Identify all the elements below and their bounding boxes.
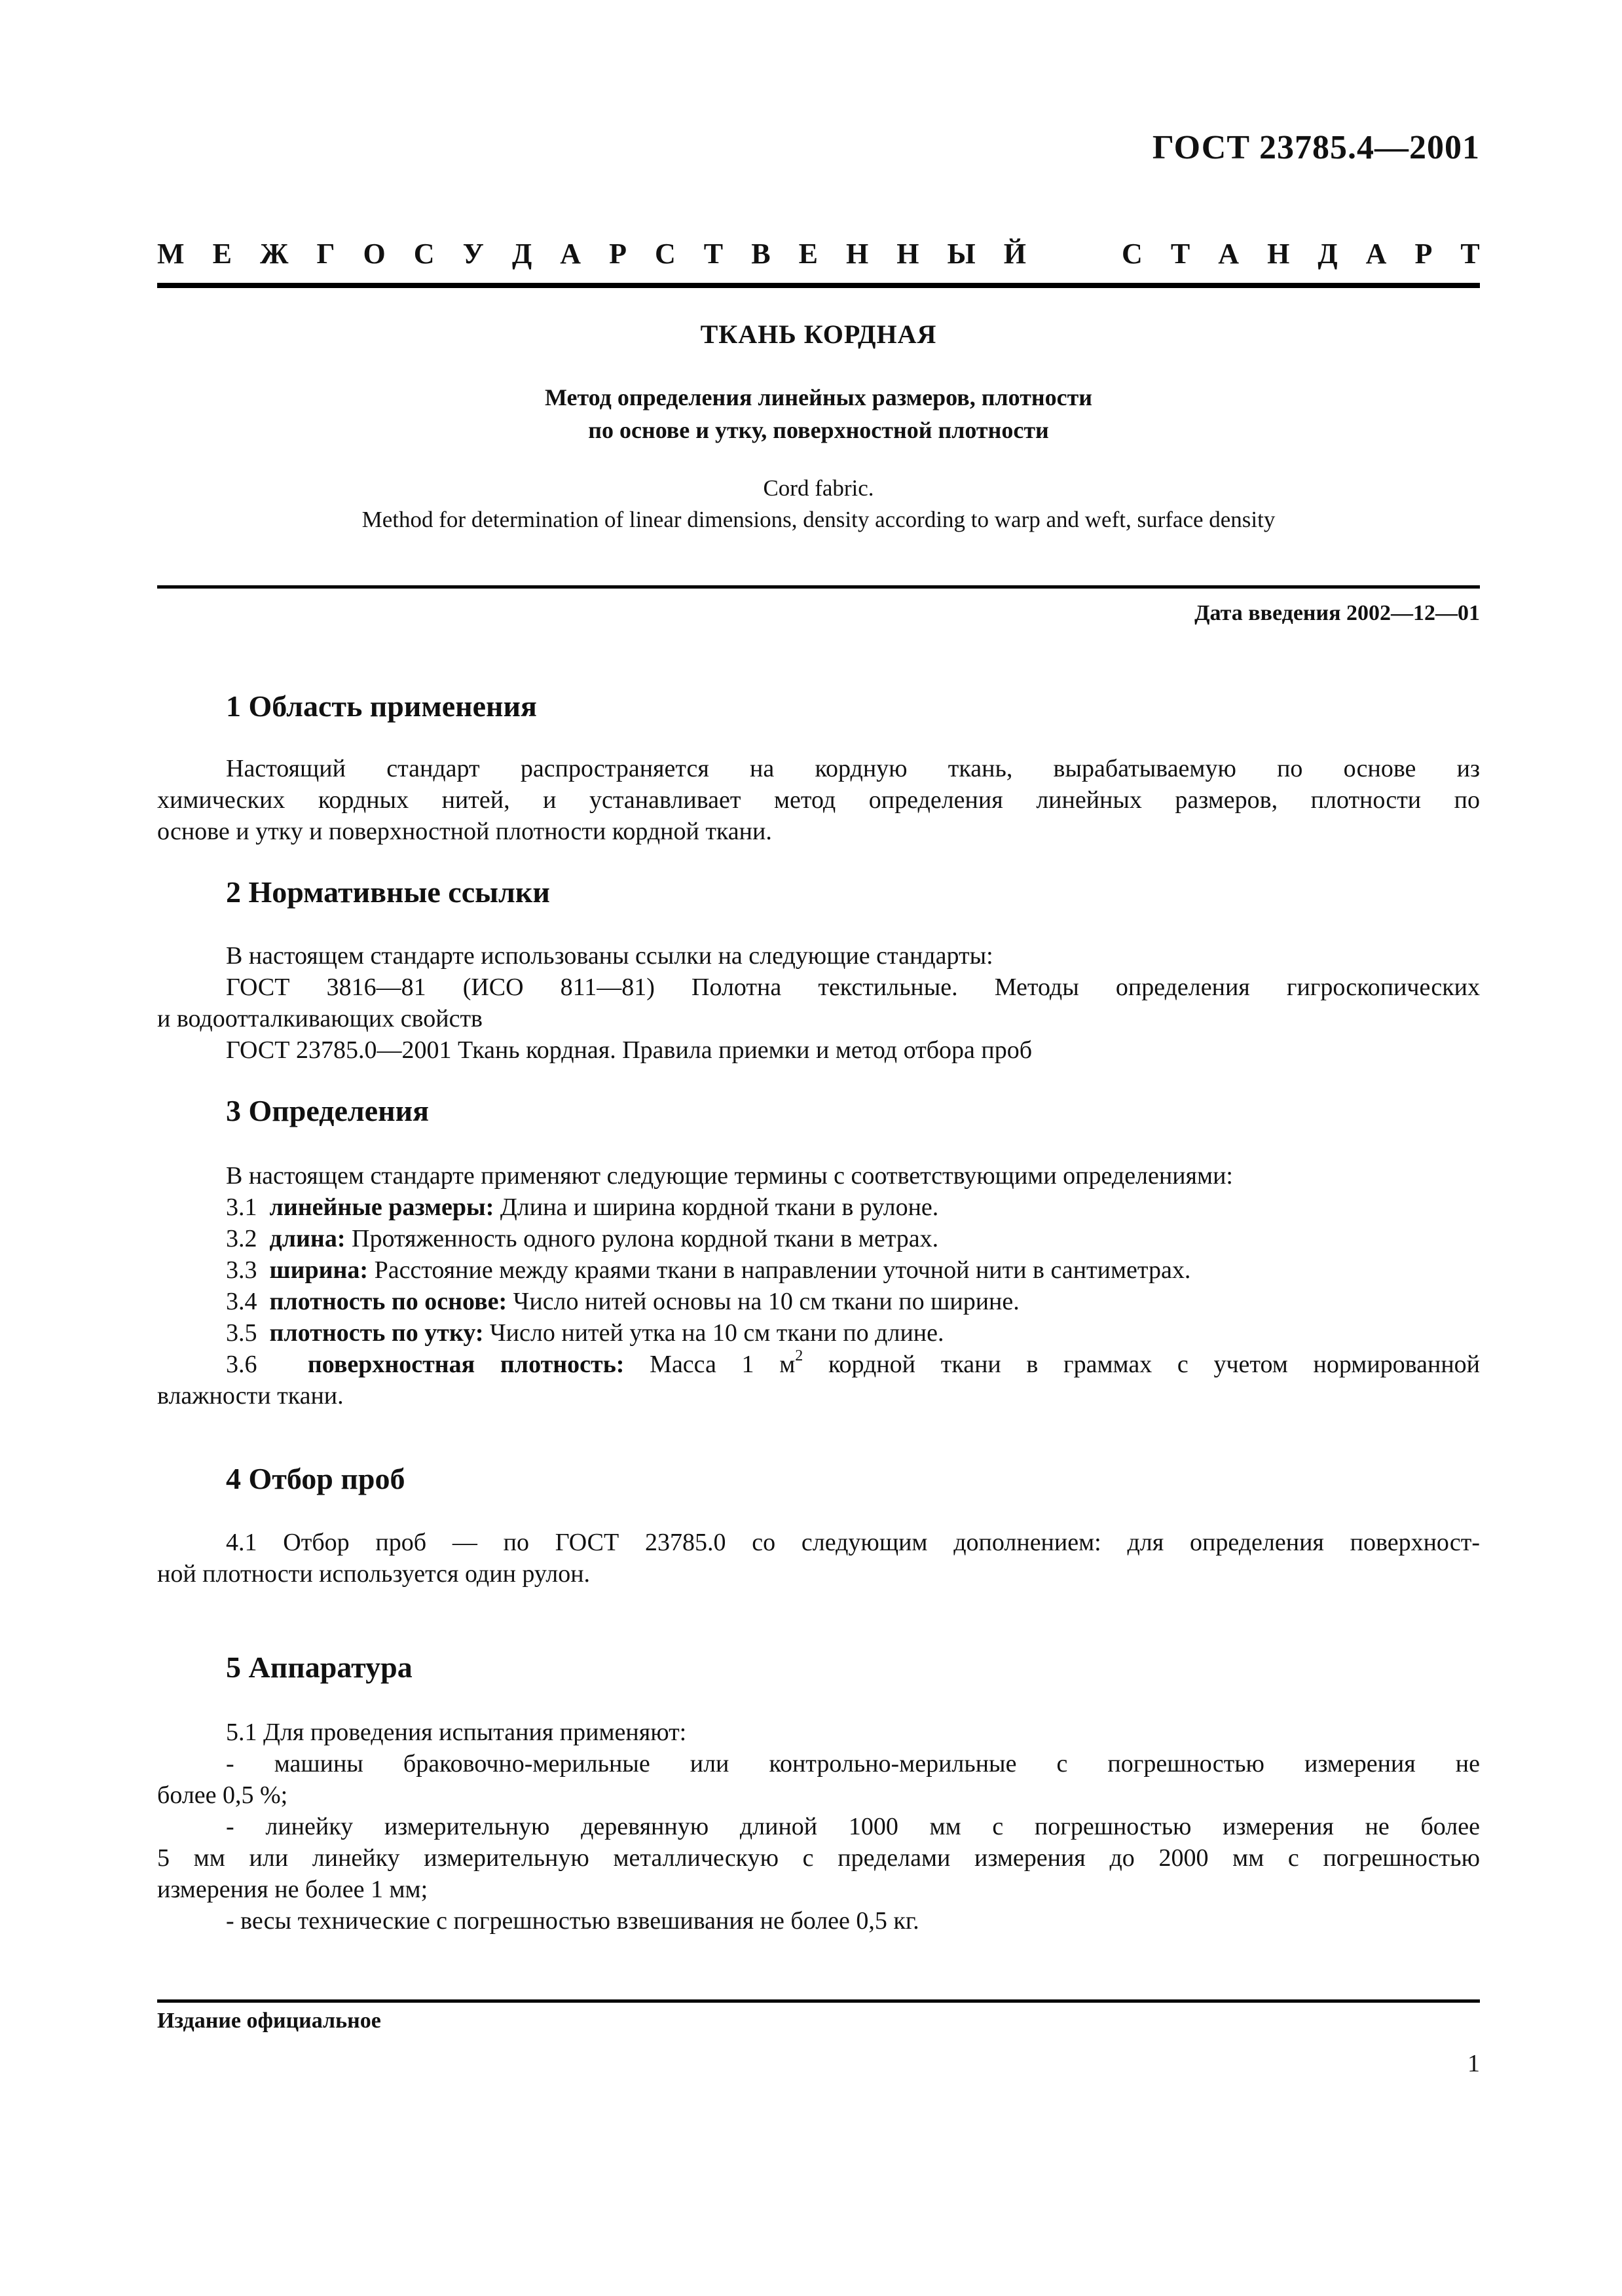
heading-letter: Е (212, 238, 232, 270)
definitions-list (157, 1192, 1480, 1349)
heading-letter: У (462, 238, 484, 270)
heading-letter: Т (1170, 238, 1190, 270)
heading-letter: Н (1267, 238, 1290, 270)
definition-term: длина: (269, 1225, 346, 1252)
text-line: ГОСТ 3816—81 (ИСО 811—81) Полотна текстильные. Методы определения гигроскопических (226, 974, 1480, 1001)
title-rule (157, 585, 1480, 589)
section-heading-scope: 1 Область применения (226, 689, 537, 723)
text-line: и водоотталкивающих свойств (157, 1005, 483, 1032)
text-line: - весы технические с погрешностью взвешивания не более 0,5 кг. (226, 1907, 919, 1935)
text-line: основе и утку и поверхностной плотности кордной ткани. (157, 818, 772, 845)
heading-letter: Й (1003, 238, 1026, 270)
definition-item (157, 1349, 1480, 1380)
text-line: измерения не более 1 мм; (157, 1876, 428, 1903)
text-line: 5.1 Для проведения испытания применяют: (226, 1719, 687, 1746)
heading-letter: О (363, 238, 386, 270)
heading-letter: Д (511, 238, 532, 270)
definition-item (157, 1223, 1480, 1254)
definition-term: линейные размеры: (269, 1194, 494, 1221)
definition-text: Расстояние между краями ткани в направлении уточной нити в сантиметрах. (374, 1256, 1191, 1284)
section-heading-apparatus: 5 Аппаратура (226, 1650, 413, 1684)
definition-item (157, 1286, 1480, 1317)
definition-text: Число нитей основы на 10 см ткани по ширине. (513, 1288, 1020, 1315)
definition-text: Длина и ширина кордной ткани в рулоне. (500, 1194, 939, 1221)
english-title-line: Method for determination of linear dimensions, density according to warp and weft, surface density (361, 507, 1276, 532)
definition-number: 3.5 (226, 1319, 257, 1347)
section-heading-definitions: 3 Определения (226, 1094, 429, 1127)
official-edition-label: Издание официальное (157, 2009, 381, 2033)
gost-number: ГОСТ 23785.4—2001 (1152, 129, 1480, 166)
section-apparatus-text (157, 1717, 1480, 1937)
definition-number: 3.3 (226, 1256, 257, 1284)
heading-letter: Ж (259, 238, 289, 270)
definition-term: плотность по основе: (269, 1288, 507, 1315)
definition-text: Число нитей утка на 10 см ткани по длине. (489, 1319, 944, 1347)
heading-letter: А (560, 238, 581, 270)
standard-type-heading (157, 237, 1480, 270)
english-title-line: Cord fabric. (763, 475, 874, 501)
section-sampling-text (157, 1527, 1480, 1590)
text-line: ной плотности используется один рулон. (157, 1560, 591, 1588)
heading-letter: В (751, 238, 771, 270)
document-subtitle (157, 381, 1480, 446)
definition-term: ширина: (269, 1256, 369, 1284)
section-heading-sampling: 4 Отбор проб (226, 1462, 405, 1495)
text-line: химических кордных нитей, и устанавливает метод определения линейных размеров, плотности по (157, 786, 1480, 814)
text-line: более 0,5 %; (157, 1781, 288, 1809)
heading-letter: А (1218, 238, 1240, 270)
definition-number: 3.6 (226, 1351, 257, 1378)
section-definitions-text (157, 1160, 1480, 1412)
word-gap (1054, 237, 1094, 270)
heading-letter: С (413, 238, 435, 270)
heading-letter: Н (845, 238, 869, 270)
heading-letter: Р (1414, 238, 1433, 270)
definition-item (157, 1192, 1480, 1223)
heading-letter: Г (316, 238, 335, 270)
text-line: Настоящий стандарт распространяется на кордную ткань, вырабатываемую по основе из (226, 755, 1480, 782)
definition-text: Протяженность одного рулона кордной ткани в метрах. (352, 1225, 939, 1252)
definition-text: Масса 1 м (650, 1351, 796, 1378)
section-scope-text (157, 753, 1480, 847)
definition-item (157, 1254, 1480, 1286)
section-heading-references: 2 Нормативные ссылки (226, 875, 550, 909)
header-rule (157, 283, 1480, 288)
text-line: В настоящем стандарте использованы ссылки на следующие стандарты: (226, 942, 993, 970)
heading-letter: С (654, 238, 676, 270)
definition-term: плотность по утку: (269, 1319, 484, 1347)
section-references-text (157, 940, 1480, 1066)
definition-item (157, 1317, 1480, 1349)
introduction-date: Дата введения 2002—12—01 (1194, 601, 1480, 625)
heading-letter: Р (609, 238, 627, 270)
definition-number: 3.4 (226, 1288, 257, 1315)
heading-letter: Н (896, 238, 919, 270)
subtitle-line: по основе и утку, поверхностной плотности (588, 417, 1049, 443)
english-title (157, 473, 1480, 536)
text-line: В настоящем стандарте применяют следующие термины с соответствующими определениями: (226, 1162, 1233, 1190)
text-line: - машины браковочно-мерильные или контрольно-мерильные с погрешностью измерения не (226, 1750, 1480, 1777)
heading-letter: А (1365, 238, 1387, 270)
heading-letter: Д (1318, 238, 1338, 270)
text-line: влажности ткани. (157, 1382, 344, 1410)
page-number: 1 (1467, 2050, 1480, 2077)
heading-letter: Е (798, 238, 818, 270)
heading-letter: М (157, 238, 185, 270)
subtitle-line: Метод определения линейных размеров, плотности (544, 384, 1093, 410)
heading-letter: Т (1460, 238, 1480, 270)
text-line: - линейку измерительную деревянную длиной 1000 мм с погрешностью измерения не более (226, 1813, 1480, 1840)
document-title: ТКАНЬ КОРДНАЯ (700, 319, 937, 349)
text-line: ГОСТ 23785.0—2001 Ткань кордная. Правила приемки и метод отбора проб (226, 1036, 1033, 1064)
text-line: 4.1 Отбор проб — по ГОСТ 23785.0 со следующим дополнением: для определения поверхност- (226, 1529, 1480, 1556)
footer-rule (157, 1999, 1480, 2003)
heading-letter: Т (703, 238, 724, 270)
definition-text: кордной ткани в граммах с учетом нормированной (803, 1351, 1480, 1378)
definition-number: 3.2 (226, 1225, 257, 1252)
heading-letter: С (1122, 238, 1143, 270)
text-line: 5 мм или линейку измерительную металлическую с пределами измерения до 2000 мм с погрешностью (157, 1844, 1480, 1872)
superscript: 2 (795, 1347, 803, 1365)
definition-term: поверхностная плотность: (307, 1351, 625, 1378)
heading-letter: Ы (947, 238, 976, 270)
definition-number: 3.1 (226, 1194, 257, 1221)
